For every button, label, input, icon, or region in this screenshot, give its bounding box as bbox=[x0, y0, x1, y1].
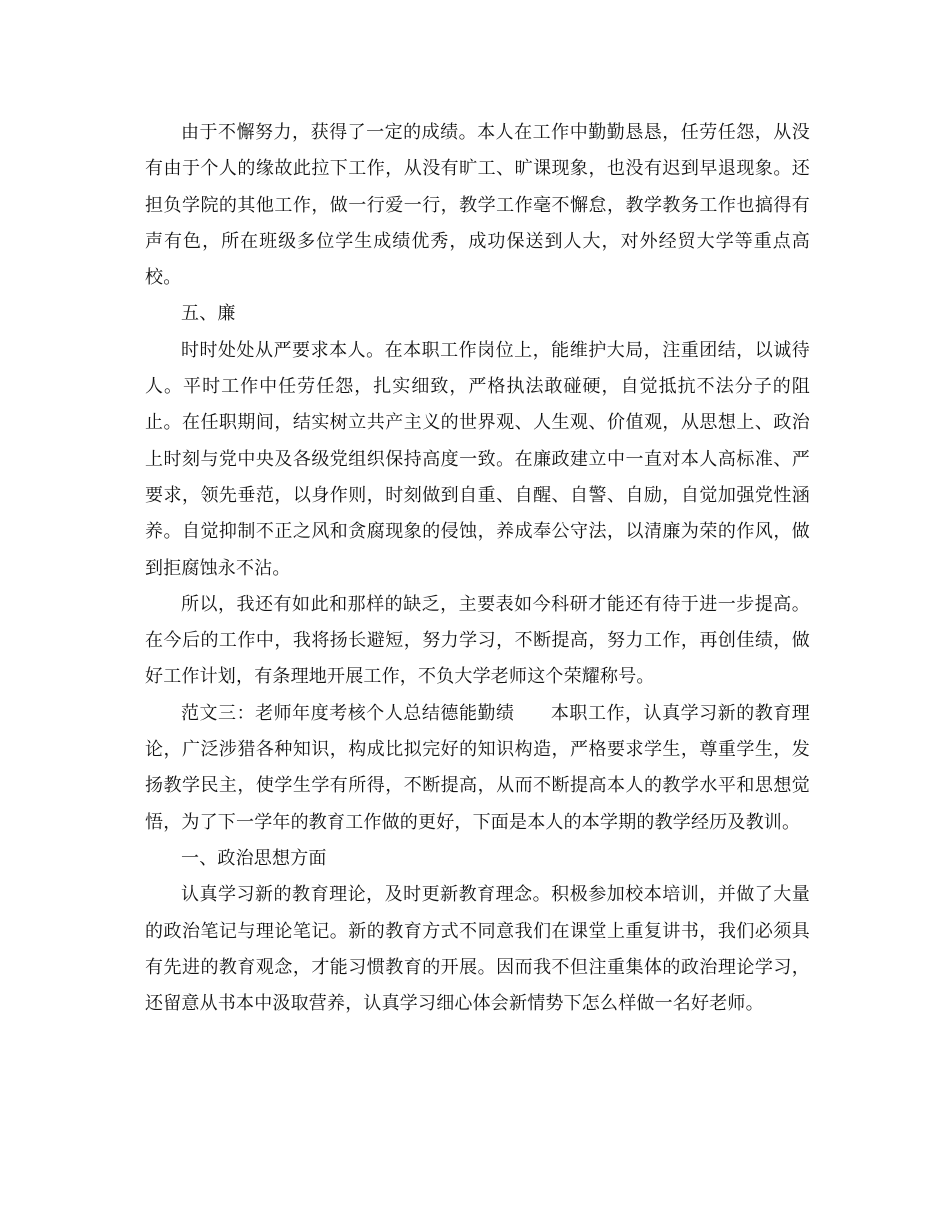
document-page bbox=[145, 115, 810, 1022]
paragraph-integrity: 时时处处从严要求本人。在本职工作岗位上，能维护大局，注重团结，以诚待人。平时工作中任劳任怨，扎实细致，严格执法敢碰硬，自觉抵抗不法分子的阻止。在任职期间，结实树立共产主义的世界观、人生观、价值观，从思想上、政治上时刻与党中央及各级党组织保持高度一致。在廉政建立中一直对本人高标准、严要求，领先垂范，以身作则，时刻做到自重、自醒、自警、自励，自觉加强党性涵养。自觉抑制不正之风和贪腐现象的侵蚀，养成奉公守法，以清廉为荣的作风，做到拒腐蚀永不沾。 bbox=[145, 339, 810, 579]
heading-political-thought: 一、政治思想方面 bbox=[181, 847, 327, 869]
paragraph-political-thought: 认真学习新的教育理论，及时更新教育理念。积极参加校本培训，并做了大量的政治笔记与理论笔记。新的教育方式不同意我们在课堂上重复讲书，我们必须具有先进的教育观念，才能习惯教育的开展。因而我不但注重集体的政治理论学习，还留意从书本中汲取营养，认真学习细心体会新情势下怎么样做一名好老师。 bbox=[145, 884, 810, 1015]
sample-title: 范文三：老师年度考核个人总结德能勤绩 bbox=[181, 702, 515, 724]
heading-integrity: 五、廉 bbox=[181, 303, 236, 325]
sample-body: 本职工作，认真学习新的教育理论，广泛涉猎各种知识，构成比拟完好的知识构造，严格要求学生，尊重学生，发扬教学民主，使学生学有所得，不断提高，从而不断提高本人的教学水平和思想觉悟，为了下一学年的教育工作做的更好，下面是本人的本学期的教学经历及教训。 bbox=[145, 702, 810, 833]
paragraph-sample-three bbox=[145, 696, 810, 841]
paragraph-shortcomings: 所以，我还有如此和那样的缺乏，主要表如今科研才能还有待于进一步提高。在今后的工作中，我将扬长避短，努力学习，不断提高，努力工作，再创佳绩，做好工作计划，有条理地开展工作，不负大学老师这个荣耀称号。 bbox=[145, 593, 810, 688]
paragraph-achievements: 由于不懈努力，获得了一定的成绩。本人在工作中勤勤恳恳，任劳任怨，从没有由于个人的缘故此拉下工作，从没有旷工、旷课现象，也没有迟到早退现象。还担负学院的其他工作，做一行爱一行，教学工作毫不懈怠，教学教务工作也搞得有声有色，所在班级多位学生成绩优秀，成功保送到人大，对外经贸大学等重点高校。 bbox=[145, 122, 810, 289]
